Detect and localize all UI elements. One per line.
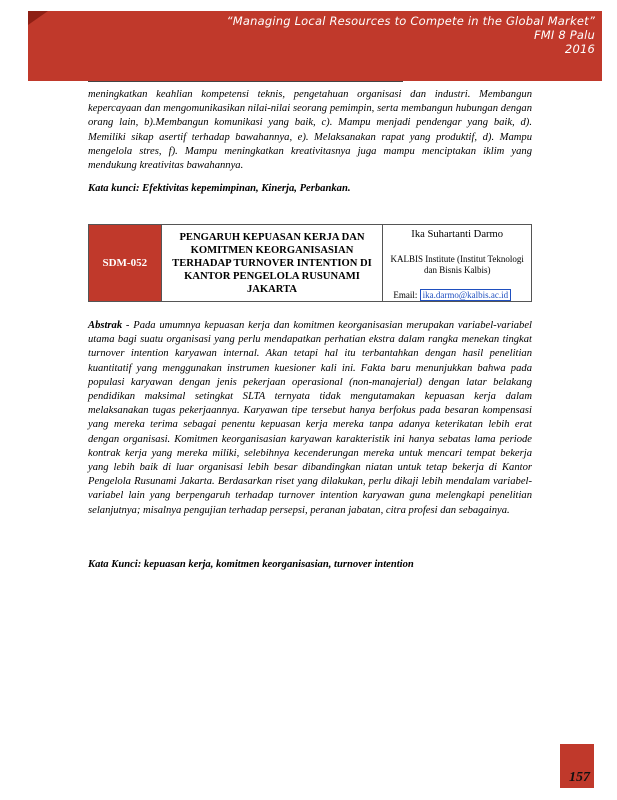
abstract-label: Abstrak	[88, 320, 123, 331]
page-number: 157	[569, 770, 590, 785]
author-email-link[interactable]: ika.darmo@kalbis.ac.id	[420, 289, 512, 301]
header-rule	[88, 81, 403, 82]
previous-keywords: Kata kunci: Efektivitas kepemimpinan, Kinerja, Perbankan.	[88, 183, 351, 194]
abstract-text: - Pada umumnya kepuasan kerja dan komitmen keorganisasian merupakan variabel-variabel utama bagi suatu organisasi yang perlu mendapatkan perhatian ekstra dalam rangka menekan tingkat turnover intention karyawan internal. Akan tetapi hal itu terbantahkan dengan hasil penelitian kuantitatif yang menggunakan instrumen kuesioner kali ini. Fakta baru menunjukkan bahwa pada populasi karyawan dengan jenis pekerjaan operasional (non-manajerial) dengan latar belakang pendidikan maksimal setingkat SLTA ternyata tidak mengutamakan kepuasan kerja dalam melaksanakan tugas pekerjaannya. Karyawan tipe tersebut hanya berfokus pada besaran kompensasi yang mereka terima sebagai penentu kepuasan kerja mereka tanpa adanya keterikatan lebih erat dengan organisasi. Komitmen keorganisasian karyawan karakteristik ini hanya sebatas lama periode kontrak kerja yang mereka miliki, selebihnya kecenderungan mereka untuk mencari tempat bekerja yang lebih baik di luar organisasi lebih besar dibandingkan niatan untuk tetap bekerja di Kantor Pengelola Rusunami Jakarta. Berdasarkan riset yang dilakukan, perlu dikaji lebih mendalam variabel-variabel lain yang berpengaruh terhadap turnover intention karyawan guna melengkapi penelitian selanjutnya; misalnya pengujian terhadap persepsi, peranan jabatan, citra profesi dan sebagainya.	[88, 320, 532, 516]
paper-keywords: Kata Kunci: kepuasan kerja, komitmen keorganisasian, turnover intention	[88, 559, 414, 570]
conference-header	[227, 14, 595, 56]
paper-info-table	[88, 224, 532, 302]
conference-name: FMI 8 Palu	[533, 28, 595, 42]
author-affiliation: KALBIS Institute (Institut Teknologi dan Bisnis Kalbis)	[390, 254, 524, 275]
email-label: Email:	[393, 290, 418, 300]
conference-year: 2016	[564, 42, 595, 56]
paper-title: PENGARUH KEPUASAN KERJA DAN KOMITMEN KEORGANISASIAN TERHADAP TURNOVER INTENTION DI KANTOR PENGELOLA RUSUNAMI JAKARTA	[161, 225, 383, 302]
header-fold-decoration	[28, 11, 48, 25]
paper-code: SDM-052	[89, 225, 162, 302]
page-number-box	[560, 744, 594, 788]
author-cell	[383, 225, 532, 302]
author-name: Ika Suhartanti Darmo	[411, 229, 504, 240]
abstract	[88, 319, 532, 518]
conference-theme: “Managing Local Resources to Compete in the Global Market”	[226, 14, 595, 28]
previous-abstract-tail: meningkatkan keahlian kompetensi teknis, pengetahuan organisasi dan industri. Membangun kepercayaan dan mengomunikasikan nilai-nilai seorang pemimpin, serta membangun hubungan dengan orang lain, b).Membangun komunikasi yang baik, c). Mampu menjadi pendengar yang baik, d). Memiliki sikap asertif terhadap bawahannya, e). Melaksanakan rapat yang produktif, d). Mampu mengelola stres, f). Mampu meningkatkan kreativitasnya juga mampu menciptakan iklim yang mendukung kreativitas bawahannya.	[88, 89, 532, 172]
author-email-row	[383, 290, 531, 300]
